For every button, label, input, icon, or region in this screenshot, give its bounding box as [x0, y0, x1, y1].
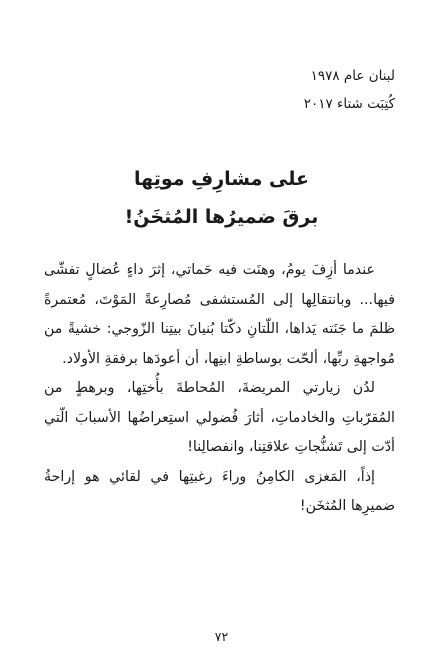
page-number: ٧٢: [214, 629, 229, 644]
body-text: [44, 256, 395, 522]
chapter-title-line-2: برقَ ضميرُها المُثخَنُ!: [124, 206, 319, 228]
paragraph: عندما أزِفَ يومُ، وهنَت فيه حَماتي، إثرَ داءٍ عُضالٍ تفشّى فيها... وبانتقالِها إلى المُستشفى مُصارِعةً المَوْتَ، مُعتمرةً ظلمَ ما جَنَته يَداها، اللّتانِ دكّتا بُنيانَ بيتِنا الزّوجي: خشيةً من مُواجهةِ ربِّها، ألحّت بوساطةِ ابنِها، أن أعودَها برفقةِ الأولاد.: [44, 262, 395, 367]
chapter-title-line-1: على مشارِفِ موتِها: [134, 168, 309, 190]
place-year-line: لبنان عام ١٩٧٨: [310, 68, 395, 84]
date-place-note: [195, 62, 395, 118]
paragraph: إذاً، المَغزى الكامِنُ وراءَ رغبتِها في لقائي هو إراحةُ ضميرِها المُثخَن!: [44, 468, 395, 514]
paragraph: لدُن زيارتي المريضةَ، المُحاطةَ بأُختِها، وبرهطٍ من المُقرّباتِ والخادماتِ، أثارَ فُضولي استِعراضُها الأسبابَ الّتي أدّت إلى تَشنُّجاتِ علاقتِنا، وانفصالِنا!: [44, 380, 395, 455]
written-date-line: كُتِبَت شتاء ٢٠١٧: [303, 96, 395, 112]
chapter-title: [0, 160, 443, 236]
